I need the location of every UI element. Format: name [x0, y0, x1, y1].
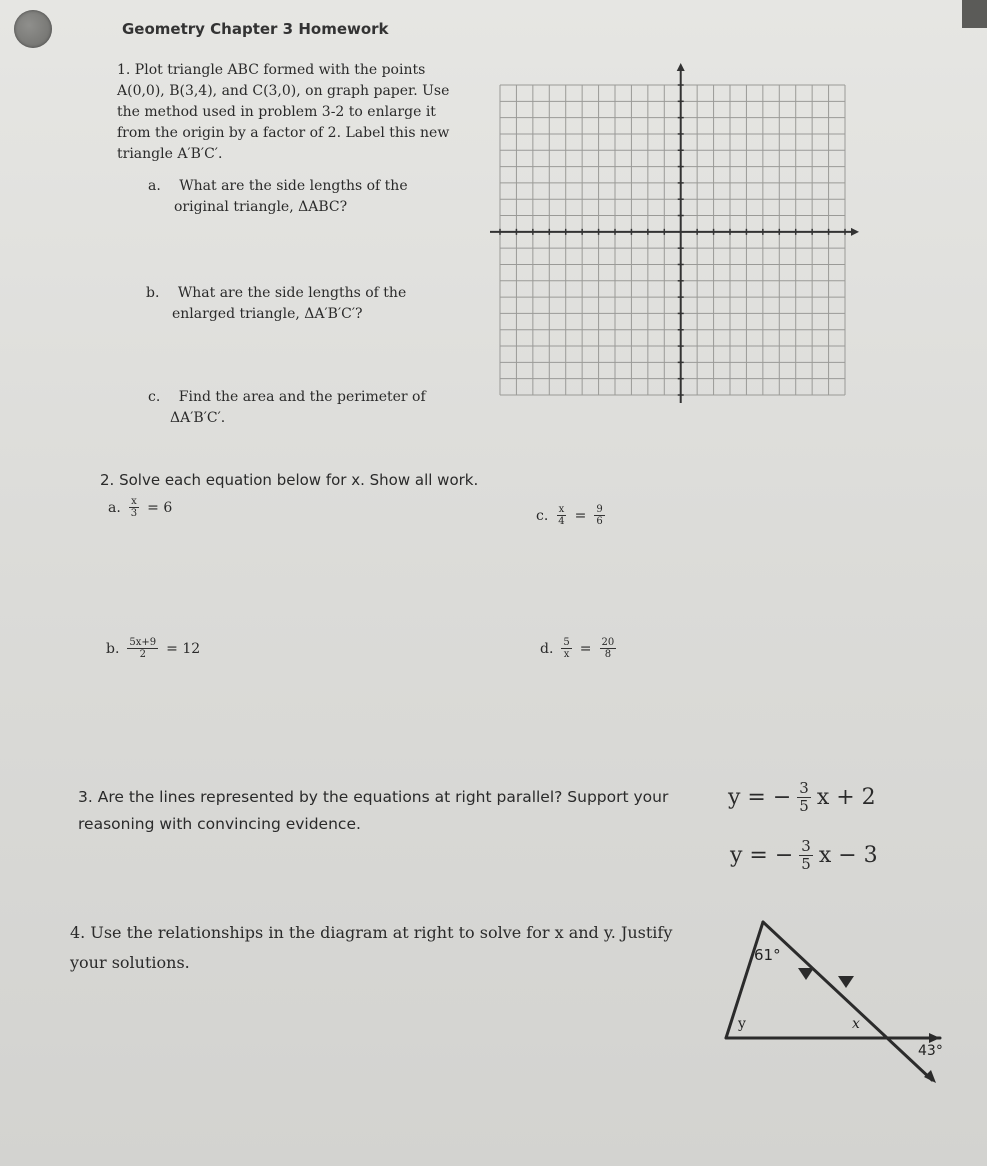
fraction-denominator: 2 — [139, 649, 146, 660]
fraction-numerator: x — [131, 496, 137, 507]
problem-1c-text2: ΔA′B′C′. — [170, 410, 226, 426]
equation-2b — [106, 637, 200, 660]
line-end-arrow-icon — [929, 1033, 940, 1043]
equation-2d-left-fraction — [561, 637, 571, 660]
equation-2d-right-fraction — [600, 637, 617, 660]
equation-2a-fraction — [129, 496, 139, 519]
problem-2-prompt: 2. Solve each equation below for x. Show all work. — [100, 471, 479, 489]
fraction-numerator: x — [558, 504, 565, 515]
parallel-mark-icon — [798, 968, 814, 980]
transversal-arrow-icon — [924, 1070, 936, 1083]
equation-2a-rhs: = 6 — [147, 499, 173, 516]
equation-2b-label: b. — [106, 640, 120, 657]
equation-2a-label: a. — [108, 499, 121, 516]
line-equation-1-rhs: x + 2 — [816, 785, 876, 810]
line-equation-1-slope — [797, 780, 811, 815]
fraction-denominator: x — [563, 649, 570, 660]
problem-1b-text2: enlarged triangle, ΔA′B′C′? — [172, 306, 363, 322]
problem-3-prompt: 3. Are the lines represented by the equations at right parallel? Support your reasoning with convincing evidence. — [78, 788, 669, 833]
line-equation-2 — [730, 838, 878, 873]
page-title: Geometry Chapter 3 Homework — [122, 20, 389, 38]
fraction-denominator: 5 — [801, 855, 811, 873]
fraction-denominator: 6 — [596, 516, 603, 527]
problem-1c — [148, 387, 426, 429]
line-equation-2-rhs: x − 3 — [818, 843, 878, 868]
equation-2c-label: c. — [536, 507, 549, 524]
fraction-numerator: 5x+9 — [129, 637, 157, 648]
punch-hole — [14, 10, 52, 48]
y-axis-arrow-icon — [677, 63, 685, 71]
problem-1b-label: b. — [146, 285, 160, 301]
equation-2a — [108, 496, 172, 519]
angle-x-label: x — [852, 1016, 860, 1032]
problem-1b-text: What are the side lengths of the — [177, 285, 407, 301]
equation-2b-fraction — [127, 637, 158, 660]
angle-top-label: 61° — [754, 946, 781, 964]
fraction-numerator: 20 — [601, 637, 615, 648]
equation-2c-left-fraction — [556, 504, 566, 527]
equation-2c-equals: = — [574, 507, 587, 524]
triangle-parallel-lines-diagram — [700, 910, 960, 1090]
fraction-denominator: 5 — [799, 797, 809, 815]
equation-2d-equals: = — [579, 640, 592, 657]
parallel-mark-icon — [838, 976, 854, 988]
fraction-denominator: 8 — [604, 649, 612, 660]
fraction-numerator: 3 — [801, 837, 811, 855]
fraction-denominator: 4 — [558, 516, 565, 527]
equation-2c-right-fraction — [594, 504, 604, 527]
transversal-line — [763, 922, 932, 1080]
problem-4-prompt: 4. Use the relationships in the diagram at right to solve for x and y. Justify your solutions. — [70, 923, 673, 972]
line-equation-1-lhs: y = − — [728, 785, 792, 810]
problem-1a-text: What are the side lengths of the — [179, 178, 408, 194]
page-corner-shadow — [962, 0, 987, 28]
equation-2d — [540, 637, 616, 660]
equation-2b-rhs: = 12 — [166, 640, 201, 657]
problem-1-prompt: 1. Plot triangle ABC formed with the points A(0,0), B(3,4), and C(3,0), on graph paper. Use the method used in problem 3-2 to enlarge it from the origin by a factor of 2. Label this new triangle A′B′C′. — [117, 62, 450, 162]
problem-1a-label: a. — [148, 178, 161, 194]
fraction-denominator: 3 — [130, 508, 138, 519]
line-equation-2-slope — [799, 838, 813, 873]
angle-bottom-label: 43° — [918, 1043, 943, 1059]
fraction-numerator: 3 — [799, 779, 809, 797]
parallel-marks — [798, 968, 854, 988]
problem-1b — [146, 283, 406, 325]
equation-2d-label: d. — [540, 640, 554, 657]
equation-2c — [536, 504, 605, 527]
x-axis-arrow-icon — [851, 228, 859, 236]
line-equation-2-lhs: y = − — [730, 843, 794, 868]
coordinate-grid — [500, 85, 845, 395]
problem-1c-text: Find the area and the perimeter of — [178, 389, 426, 405]
problem-1a-text2: original triangle, ΔABC? — [174, 199, 348, 215]
line-equation-1 — [728, 780, 876, 815]
angle-y-label: y — [738, 1016, 746, 1032]
fraction-numerator: 5 — [563, 637, 570, 648]
fraction-numerator: 9 — [596, 504, 603, 515]
problem-1c-label: c. — [148, 389, 161, 405]
problem-1a — [148, 176, 408, 218]
